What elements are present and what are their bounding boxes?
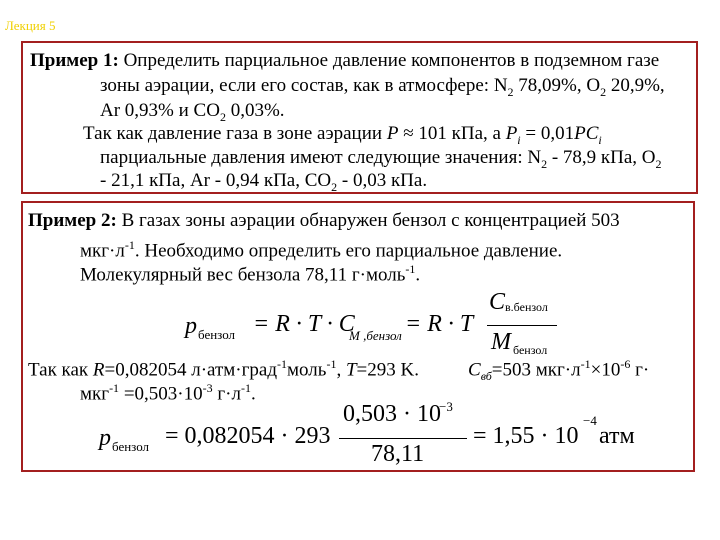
text: .	[250, 383, 256, 405]
text: 78,09%, O	[513, 75, 601, 96]
sub: 2	[331, 179, 338, 194]
formula-partial-pressure	[185, 289, 548, 357]
var-p: P	[505, 123, 518, 144]
text: Ar 0,93% и CO	[100, 100, 220, 121]
var-p: P	[386, 123, 399, 144]
var-p: p	[99, 425, 111, 451]
sup: -1	[124, 238, 135, 252]
var-pc: PC	[574, 123, 599, 144]
text: г·л	[212, 383, 241, 405]
text: - 0,03 кПа.	[337, 170, 428, 191]
example-2-line-5	[80, 377, 256, 405]
sub-vb: вб	[480, 369, 492, 384]
result: = 1,55 · 10	[473, 423, 579, 449]
text: =0,082054 л·атм·град	[104, 359, 278, 381]
sub-numerator: в.бензол	[505, 300, 548, 314]
text: ≈ 101 кПа, а	[398, 123, 506, 144]
example-2-line-3	[80, 258, 420, 286]
text: - 21,1 кПа, Ar - 0,94 кПа, CO	[100, 170, 332, 191]
text: =503 мкг·л	[491, 359, 581, 381]
var-r: R	[92, 359, 105, 381]
numerator-c: C	[489, 289, 506, 315]
formula-calculation	[99, 399, 635, 469]
text: .	[415, 264, 421, 286]
sup: -3	[202, 381, 213, 395]
sub-i: i	[517, 132, 521, 147]
text: ×10	[590, 359, 621, 381]
sup: -1	[277, 357, 288, 371]
sub: 2	[541, 156, 548, 171]
text: ,	[336, 359, 346, 381]
text: моль	[287, 359, 327, 381]
example-2-title: Пример 2:	[28, 210, 117, 231]
example-1-text-1: Определить парциальное давление компонентов в подземном газе	[118, 50, 660, 71]
text: =0,503·10	[119, 383, 203, 405]
text: = 0,01	[520, 123, 575, 144]
text: =293 K.	[356, 359, 419, 381]
sub-benzene: бензол	[112, 439, 150, 454]
text: Так как давление газа в зоне аэрации	[83, 123, 387, 144]
sup: -1	[580, 357, 591, 371]
example-1-box	[21, 41, 698, 194]
example-2-text-1: В газах зоны аэрации обнаружен бензол с концентрацией 503	[116, 210, 620, 231]
var-t: T	[345, 359, 357, 381]
text: - 78,9 кПа, O	[547, 147, 656, 168]
text: Молекулярный вес бензола 78,11 г·моль	[80, 264, 406, 286]
numerator: 0,503 · 10	[343, 401, 441, 427]
sup: -1	[109, 381, 120, 395]
example-1-title: Пример 1:	[30, 50, 119, 71]
sub-c: M ,бензол	[349, 328, 402, 343]
lecture-label: Лекция 5	[5, 18, 56, 33]
sup: -1	[326, 357, 337, 371]
text: Так как	[28, 359, 93, 381]
sub: 2	[600, 84, 607, 99]
var-c: C	[468, 359, 481, 381]
denominator: 78,11	[371, 441, 425, 467]
sub: 2	[219, 109, 226, 124]
sub-benzene: бензол	[198, 327, 236, 342]
text: парциальные давления имеют следующие значения: N	[100, 147, 542, 168]
example-1-line-6	[100, 169, 427, 199]
text: . Необходимо определить его парциальное давление.	[134, 240, 563, 262]
example-2-box	[21, 201, 695, 472]
denominator-m: M	[491, 329, 511, 355]
eq-part-2: = R · T	[405, 311, 474, 337]
text: 0,03%.	[225, 100, 285, 121]
text: г·	[630, 359, 650, 381]
sup: -6	[620, 357, 631, 371]
fraction-bar	[339, 438, 467, 439]
text: зоны аэрации, если его состав, как в атмосфере: N	[100, 75, 508, 96]
sub: 2	[507, 84, 514, 99]
eq-part-1: = R · T · C	[253, 311, 355, 337]
example-1-line-1	[30, 49, 659, 72]
unit: атм	[599, 423, 635, 449]
text: мкг·л	[80, 240, 125, 262]
sub-denominator: бензол	[513, 343, 548, 357]
fraction-bar	[487, 325, 557, 326]
sup: -1	[240, 381, 251, 395]
example-2-line-4-right	[468, 353, 649, 388]
result-exp: −4	[583, 413, 597, 428]
var-p: p	[185, 313, 197, 339]
text: 20,9%,	[606, 75, 665, 96]
example-2-line-1	[28, 209, 620, 232]
text: мкг	[80, 383, 110, 405]
sub: 2	[655, 156, 662, 171]
numerator-exp: −3	[439, 399, 453, 414]
sup: -1	[405, 262, 416, 276]
sub-i: i	[598, 132, 602, 147]
eq-part-1: = 0,082054 · 293	[165, 423, 331, 449]
